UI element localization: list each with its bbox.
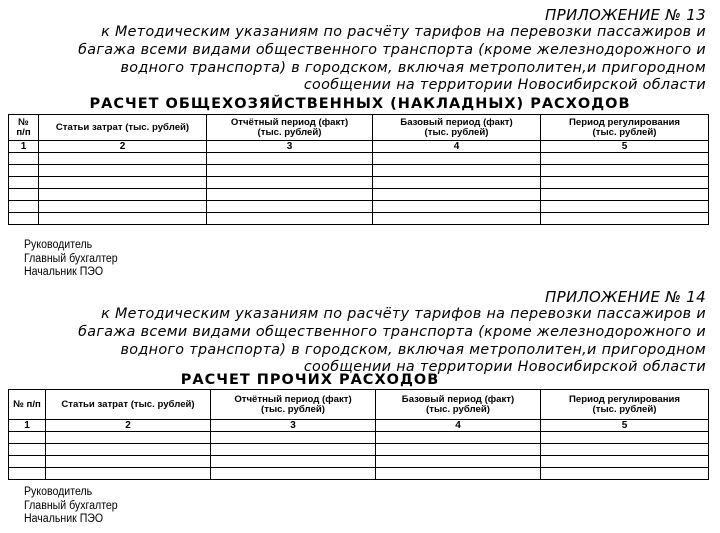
signature-chief-accountant: Главный бухгалтер <box>24 252 118 265</box>
calculation-title: РАСЧЕТ ОБЩЕХОЗЯЙСТВЕННЫХ (НАКЛАДНЫХ) РАСХОДОВ <box>89 96 631 112</box>
table-header-row <box>9 390 709 420</box>
column-number: 1 <box>9 141 39 153</box>
header-reported-period: Отчётный период (факт) (тыс. рублей) <box>207 115 373 141</box>
table-row <box>9 201 709 213</box>
table-row <box>9 165 709 177</box>
header-number: № п/п <box>9 390 46 420</box>
caption-line: к Методическим указаниям по расчёту тарифов на перевозки пассажиров и <box>101 24 706 40</box>
table-row <box>9 432 709 444</box>
table-row <box>9 213 709 225</box>
calculation-title: РАСЧЕТ ПРОЧИХ РАСХОДОВ <box>180 372 440 388</box>
header-cost-items: Статьи затрат (тыс. рублей) <box>39 115 207 141</box>
caption-line: сообщении на территории Новосибирской области <box>303 77 706 94</box>
table-row <box>9 444 709 456</box>
overhead-expenses-table <box>8 114 709 225</box>
signature-head: Руководитель <box>24 239 93 251</box>
table-row <box>9 189 709 201</box>
appendix-title: ПРИЛОЖЕНИЕ № 14 <box>545 288 706 306</box>
caption-line: к Методическим указаниям по расчёту тарифов на перевозки пассажиров и <box>101 306 706 322</box>
other-expenses-table <box>8 389 709 480</box>
header-base-period: Базовый период (факт) (тыс. рублей) <box>376 390 541 420</box>
table-row <box>9 177 709 189</box>
table-row <box>9 456 709 468</box>
table-row <box>9 468 709 480</box>
appendix-caption <box>6 24 706 95</box>
signature-head: Руководитель <box>24 486 93 498</box>
signature-chief-accountant: Главный бухгалтер <box>24 499 118 512</box>
column-numbers-row <box>9 141 709 153</box>
caption-line: водного транспорта) в городском, включая метрополитен,и пригородном <box>120 59 706 76</box>
table-row <box>9 153 709 165</box>
appendix-caption <box>6 306 706 377</box>
signature-head-of-planning: Начальник ПЭО <box>24 266 104 278</box>
header-base-period: Базовый период (факт) (тыс. рублей) <box>373 115 541 141</box>
caption-line: багажа всеми видами общественного транспорта (кроме железнодорожного и <box>78 41 706 58</box>
column-number: 3 <box>207 141 373 153</box>
table-header-row <box>9 115 709 141</box>
signature-head-of-planning: Начальник ПЭО <box>24 513 104 525</box>
column-number: 4 <box>373 141 541 153</box>
appendix-title: ПРИЛОЖЕНИЕ № 13 <box>545 6 706 24</box>
column-number: 1 <box>9 420 46 432</box>
column-numbers-row <box>9 420 709 432</box>
header-reported-period: Отчётный период (факт) (тыс. рублей) <box>211 390 376 420</box>
caption-line: сообщении на территории Новосибирской области <box>303 359 706 376</box>
signature-block <box>24 486 126 527</box>
header-regulation-period: Период регулирования (тыс. рублей) <box>541 390 709 420</box>
caption-line: багажа всеми видами общественного транспорта (кроме железнодорожного и <box>78 323 706 340</box>
column-number: 5 <box>541 141 709 153</box>
column-number: 3 <box>211 420 376 432</box>
header-number: № п/п <box>9 115 39 141</box>
caption-line: водного транспорта) в городском, включая метрополитен,и пригородном <box>120 341 706 358</box>
column-number: 4 <box>376 420 541 432</box>
signature-block <box>24 239 126 280</box>
column-number: 2 <box>46 420 211 432</box>
header-regulation-period: Период регулирования (тыс. рублей) <box>541 115 709 141</box>
column-number: 2 <box>39 141 207 153</box>
header-cost-items: Статьи затрат (тыс. рублей) <box>46 390 211 420</box>
column-number: 5 <box>541 420 709 432</box>
